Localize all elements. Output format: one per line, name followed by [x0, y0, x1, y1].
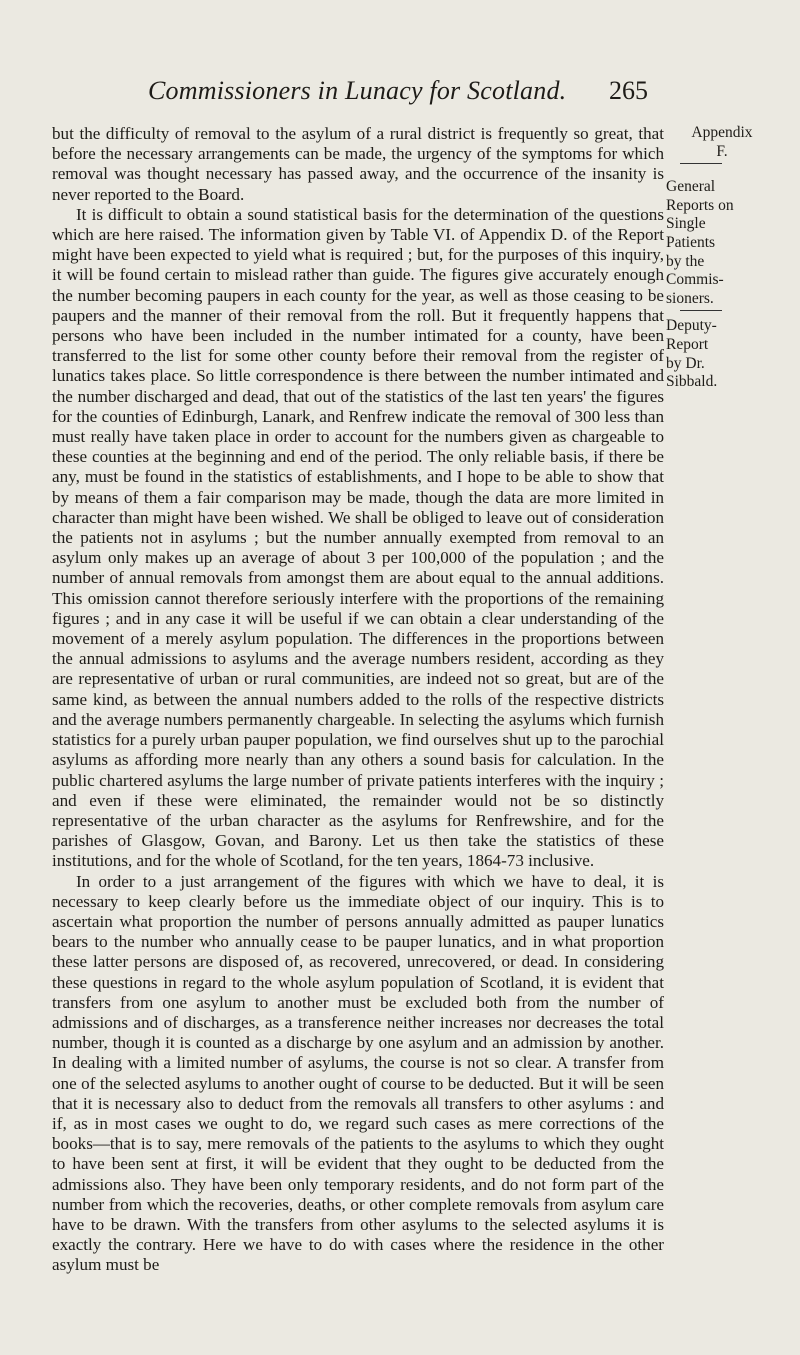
paragraph-3: In order to a just arrangement of the figures with which we have to deal, it is necessary to keep clearly before us the immediate object of our inquiry. This is to ascertain what proportion the number of persons annually admitted as pauper lunatics bears to the number who annually cease to be pauper lunatics, and in what proportion these latter persons are disposed of, as recovered, unrecovered, or dead. In considering these questions in regard to the whole asylum population of Scotland, it is evident that transfers from one asylum to another must be excluded both from the number of admissions and of discharges, as a transference neither increases nor decreases the total number, though it is counted as a discharge by one asylum and an admission by another. In dealing with a limited number of asylums, the course is not so clear. A transfer from one of the selected asylums to another ought of course to be deducted. But it will be seen that it is necessary also to deduct from the removals all transfers to other asylums : and if, as in most cases we ought to do, we regard such cases as mere corrections of the books—that is to say, mere removals of the patients to the asylums to which they ought to have been sent at first, it will be evident that they ought to be deducted from the admissions also. They have been only temporary residents, and do not form part of the number from which the recoveries, deaths, or other complete removals from asylum care have to be drawn. With the transfers from other asylums to the selected asylums it is exactly the contrary. Here we have to do with cases where the residence in the other asylum must be [52, 871, 664, 1275]
margin-line: General [666, 178, 716, 196]
margin-line: Single [666, 215, 706, 233]
margin-line: Patients [666, 233, 716, 251]
marginal-note-report [666, 317, 796, 391]
margin-line: Commis- [666, 271, 724, 289]
margin-line: Reports on [666, 196, 734, 214]
paragraph-2: It is difficult to obtain a sound statistical basis for the determination of the questions which are here raised. The information given by Table VI. of Appendix D. of the Report might have been expected to yield what is required ; but, for the purposes of this inquiry, it will be found certain to mislead rather than guide. The figures give accurately enough the number becoming paupers in each county for the year, as well as those ceasing to be paupers and the manner of their removal from the roll. But it frequently happens that persons who have been included in the number intimated for a county, have been transferred to the list for some other county before their removal from the register of lunatics takes place. So little correspondence is there between the number intimated and the number discharged and dead, that out of the statistics of the last ten years' the figures for the counties of Edinburgh, Lanark, and Renfrew indicate the removal of 300 less than must really have taken place in order to account for the numbers given as chargeable to these counties at the beginning and end of the period. The only reliable basis, if there be any, must be found in the statistics of establishments, and I hope to be able to show that by means of them a fair comparison may be made, though the data are more limited in character than might have been wished. We shall be obliged to leave out of consideration the patients not in asylums ; but the number annually exempted from removal to an asylum only makes up an average of about 3 per 100,000 of the population ; and the number of annual removals from amongst them are about equal to the annual additions. This omission cannot therefore seriously interfere with the proportions of the remaining figures ; and in any case it will be useful if we can obtain a clear understanding of the movement of a merely asylum population. The differences in the proportions between the annual admissions to asylums and the average numbers resident, according as they are representative of urban or rural communities, are indeed not so great, but are of the same kind, as between the annual numbers added to the rolls of the respective districts and the average numbers permanently chargeable. In selecting the asylums which furnish statistics for a purely urban pauper population, we find ourselves shut up to the parochial asylums as affording more nearly than any others a sound basis for calculation. In the public chartered asylums the large number of private patients interferes with the inquiry ; and even if these were eliminated, the remainder would not be so distinctly representative of the urban character as the asylums for Renfrewshire, and for the parishes of Glasgow, Govan, and Barony. Let us then take the statistics of these institutions, and for the whole of Scotland, for the ten years, 1864-73 inclusive. [52, 204, 664, 871]
margin-rule [680, 163, 722, 164]
running-header [148, 76, 648, 108]
margin-line: F. [716, 142, 728, 160]
margin-line: by the [666, 252, 705, 270]
margin-line: Appendix [691, 124, 753, 141]
marginal-notes [666, 124, 796, 392]
margin-line: sioners. [666, 289, 714, 307]
marginal-note-reports [666, 178, 796, 308]
main-text [52, 124, 664, 1276]
page-number: 265 [609, 76, 648, 105]
margin-rule [680, 310, 722, 311]
margin-line: by Dr. [666, 354, 705, 372]
running-title: Commissioners in Lunacy for Scotland. [148, 76, 567, 105]
paragraph-1: but the difficulty of removal to the asylum of a rural district is frequently so great, that before the necessary arrangements can be made, the urgency of the symptoms for which removal was thought necessary has passed away, and the occurrence of the insanity is never reported to the Board. [52, 124, 664, 204]
margin-line: Report [666, 335, 709, 353]
marginal-note-appendix [666, 124, 778, 161]
margin-line: Sibbald. [666, 373, 718, 391]
margin-line: Deputy- [666, 317, 717, 335]
